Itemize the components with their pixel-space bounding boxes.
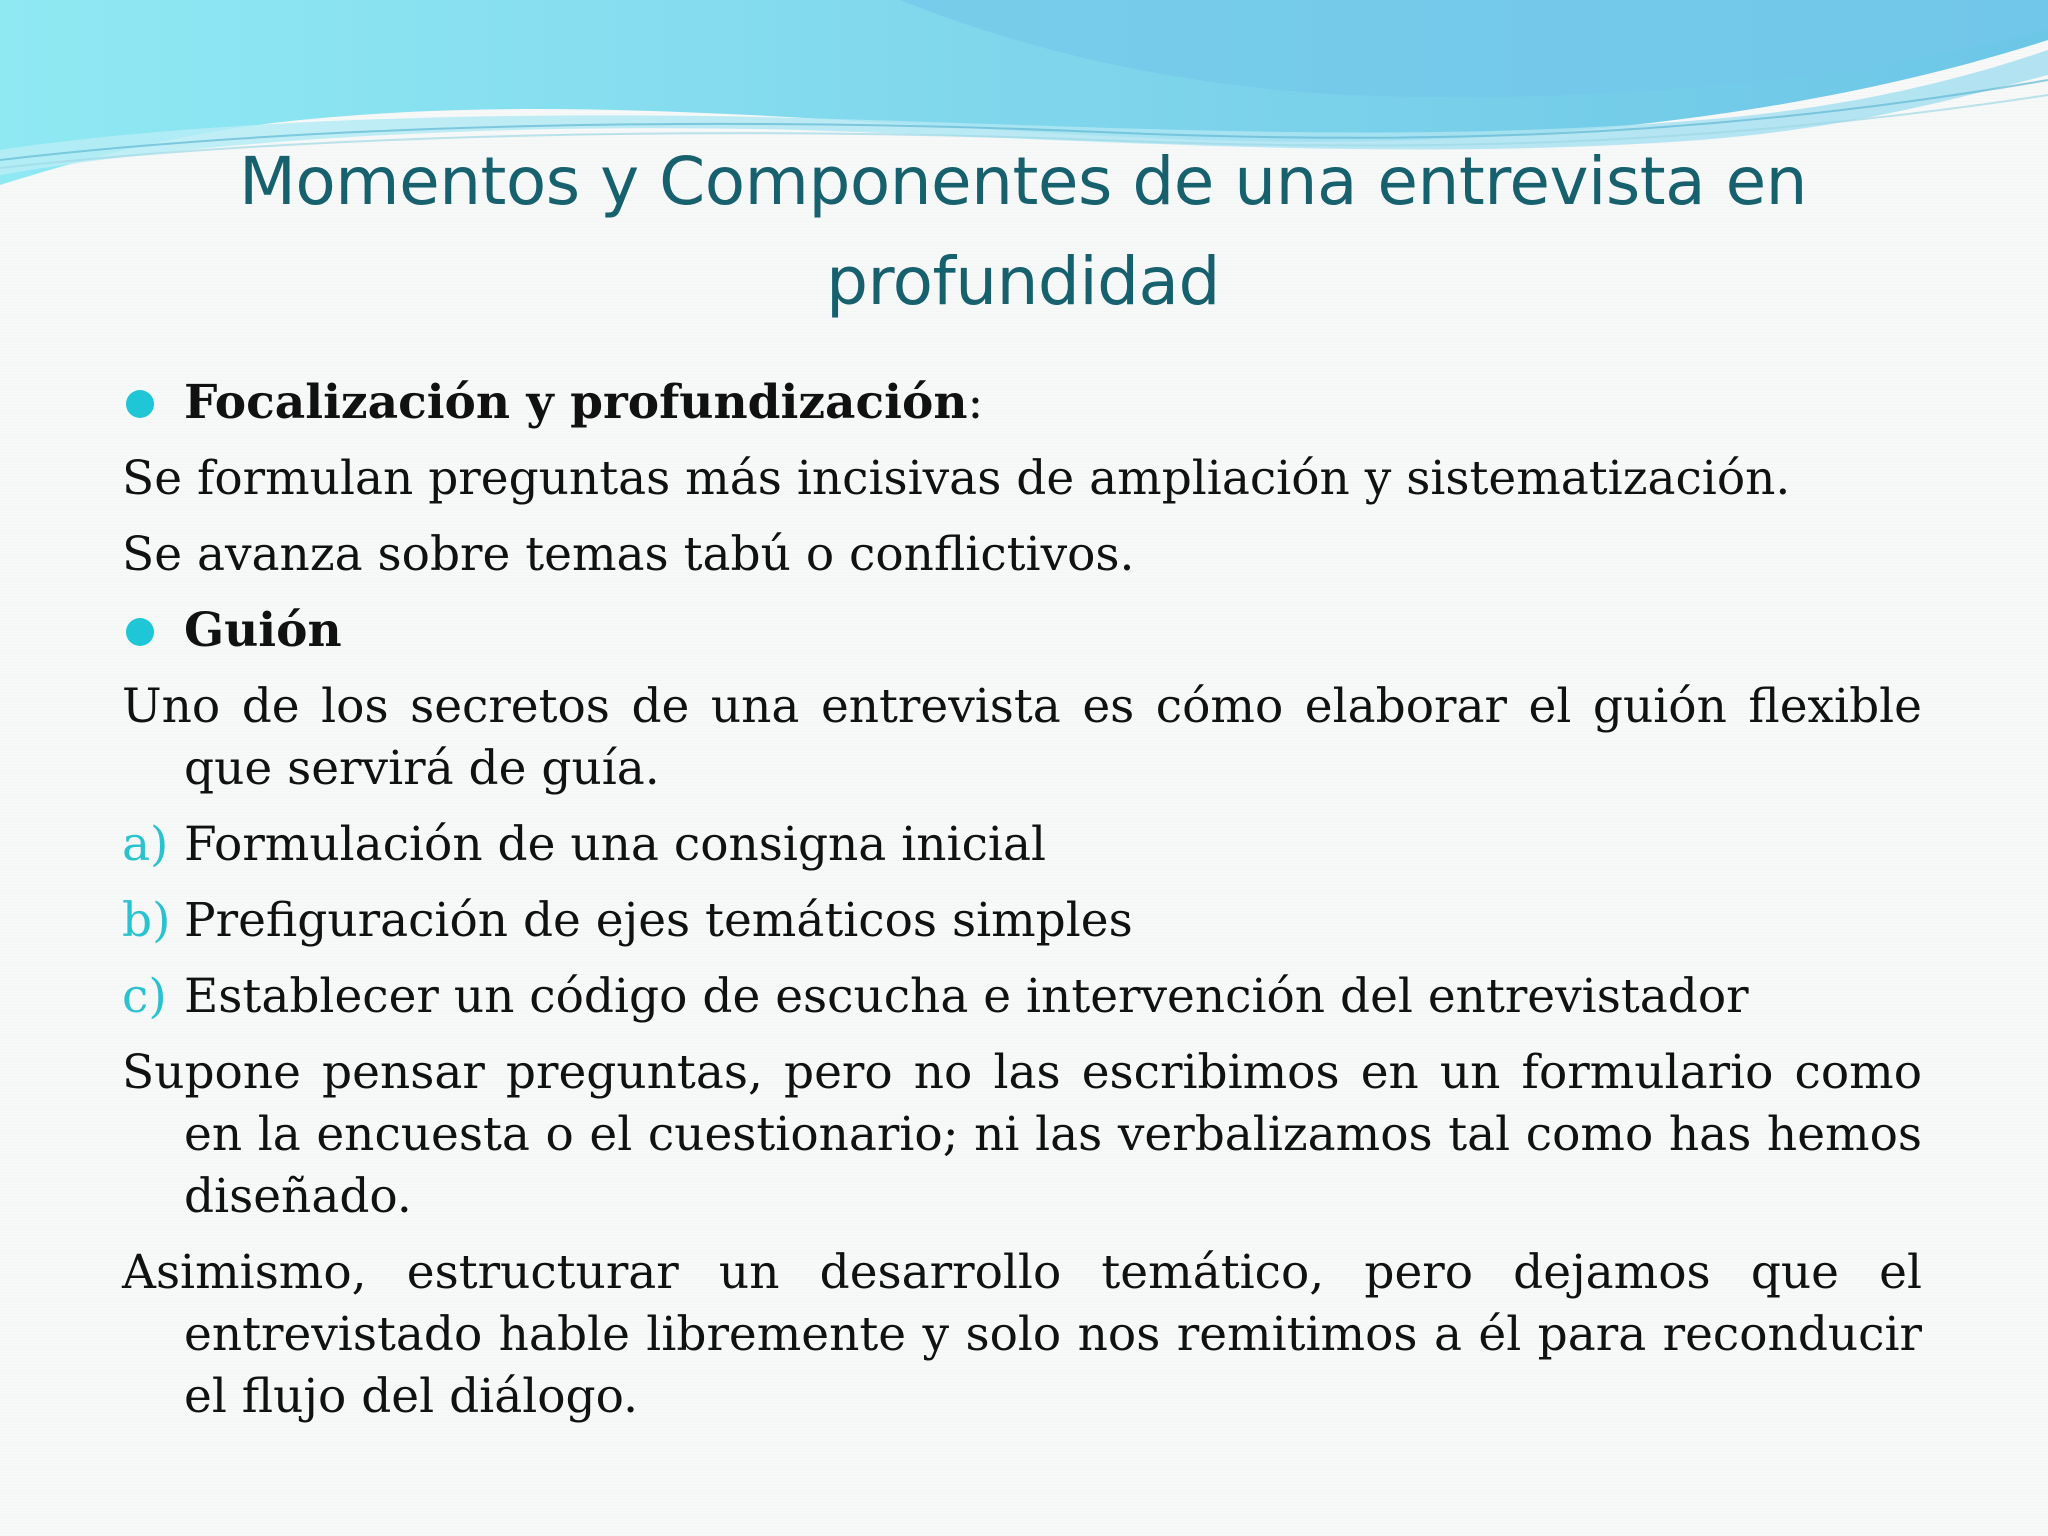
bullet-dot-icon [126, 390, 154, 418]
list-letter: b) [122, 893, 171, 948]
list-item-text: Establecer un código de escucha e intervención del entrevistador [184, 969, 1749, 1024]
lettered-item [122, 966, 1922, 1028]
section-heading: Focalización y profundización [184, 375, 968, 430]
section-heading: Guión [184, 603, 342, 658]
slide-title: Momentos y Componentes de una entrevista en profundidad [238, 143, 1808, 320]
body-paragraph: Supone pensar preguntas, pero no las escribimos en un formulario como en la encuesta o el cuestionario; ni las verbalizamos tal como has hemos diseñado. [122, 1045, 1922, 1224]
lettered-item [122, 814, 1922, 876]
list-item-text: Prefiguración de ejes temáticos simples [184, 893, 1133, 948]
list-item-text: Formulación de una consigna inicial [184, 817, 1046, 872]
body-paragraph: Asimismo, estructurar un desarrollo temático, pero dejamos que el entrevistado hable libremente y solo nos remitimos a él para reconducir el flujo del diálogo. [122, 1245, 1922, 1424]
bullet-item-focalizacion [122, 372, 1922, 434]
bullet-dot-icon [126, 618, 154, 646]
body-line: Se formulan preguntas más incisivas de ampliación y sistematización. [122, 451, 1791, 506]
list-letter: c) [122, 969, 167, 1024]
heading-colon: : [967, 375, 984, 430]
lettered-item [122, 890, 1922, 952]
body-line: Se avanza sobre temas tabú o conflictivos. [122, 527, 1135, 582]
list-letter: a) [122, 817, 169, 872]
bullet-item-guion [122, 600, 1922, 662]
slide-body [122, 372, 1922, 1442]
body-paragraph: Uno de los secretos de una entrevista es cómo elaborar el guión flexible que servirá de guía. [122, 679, 1922, 796]
